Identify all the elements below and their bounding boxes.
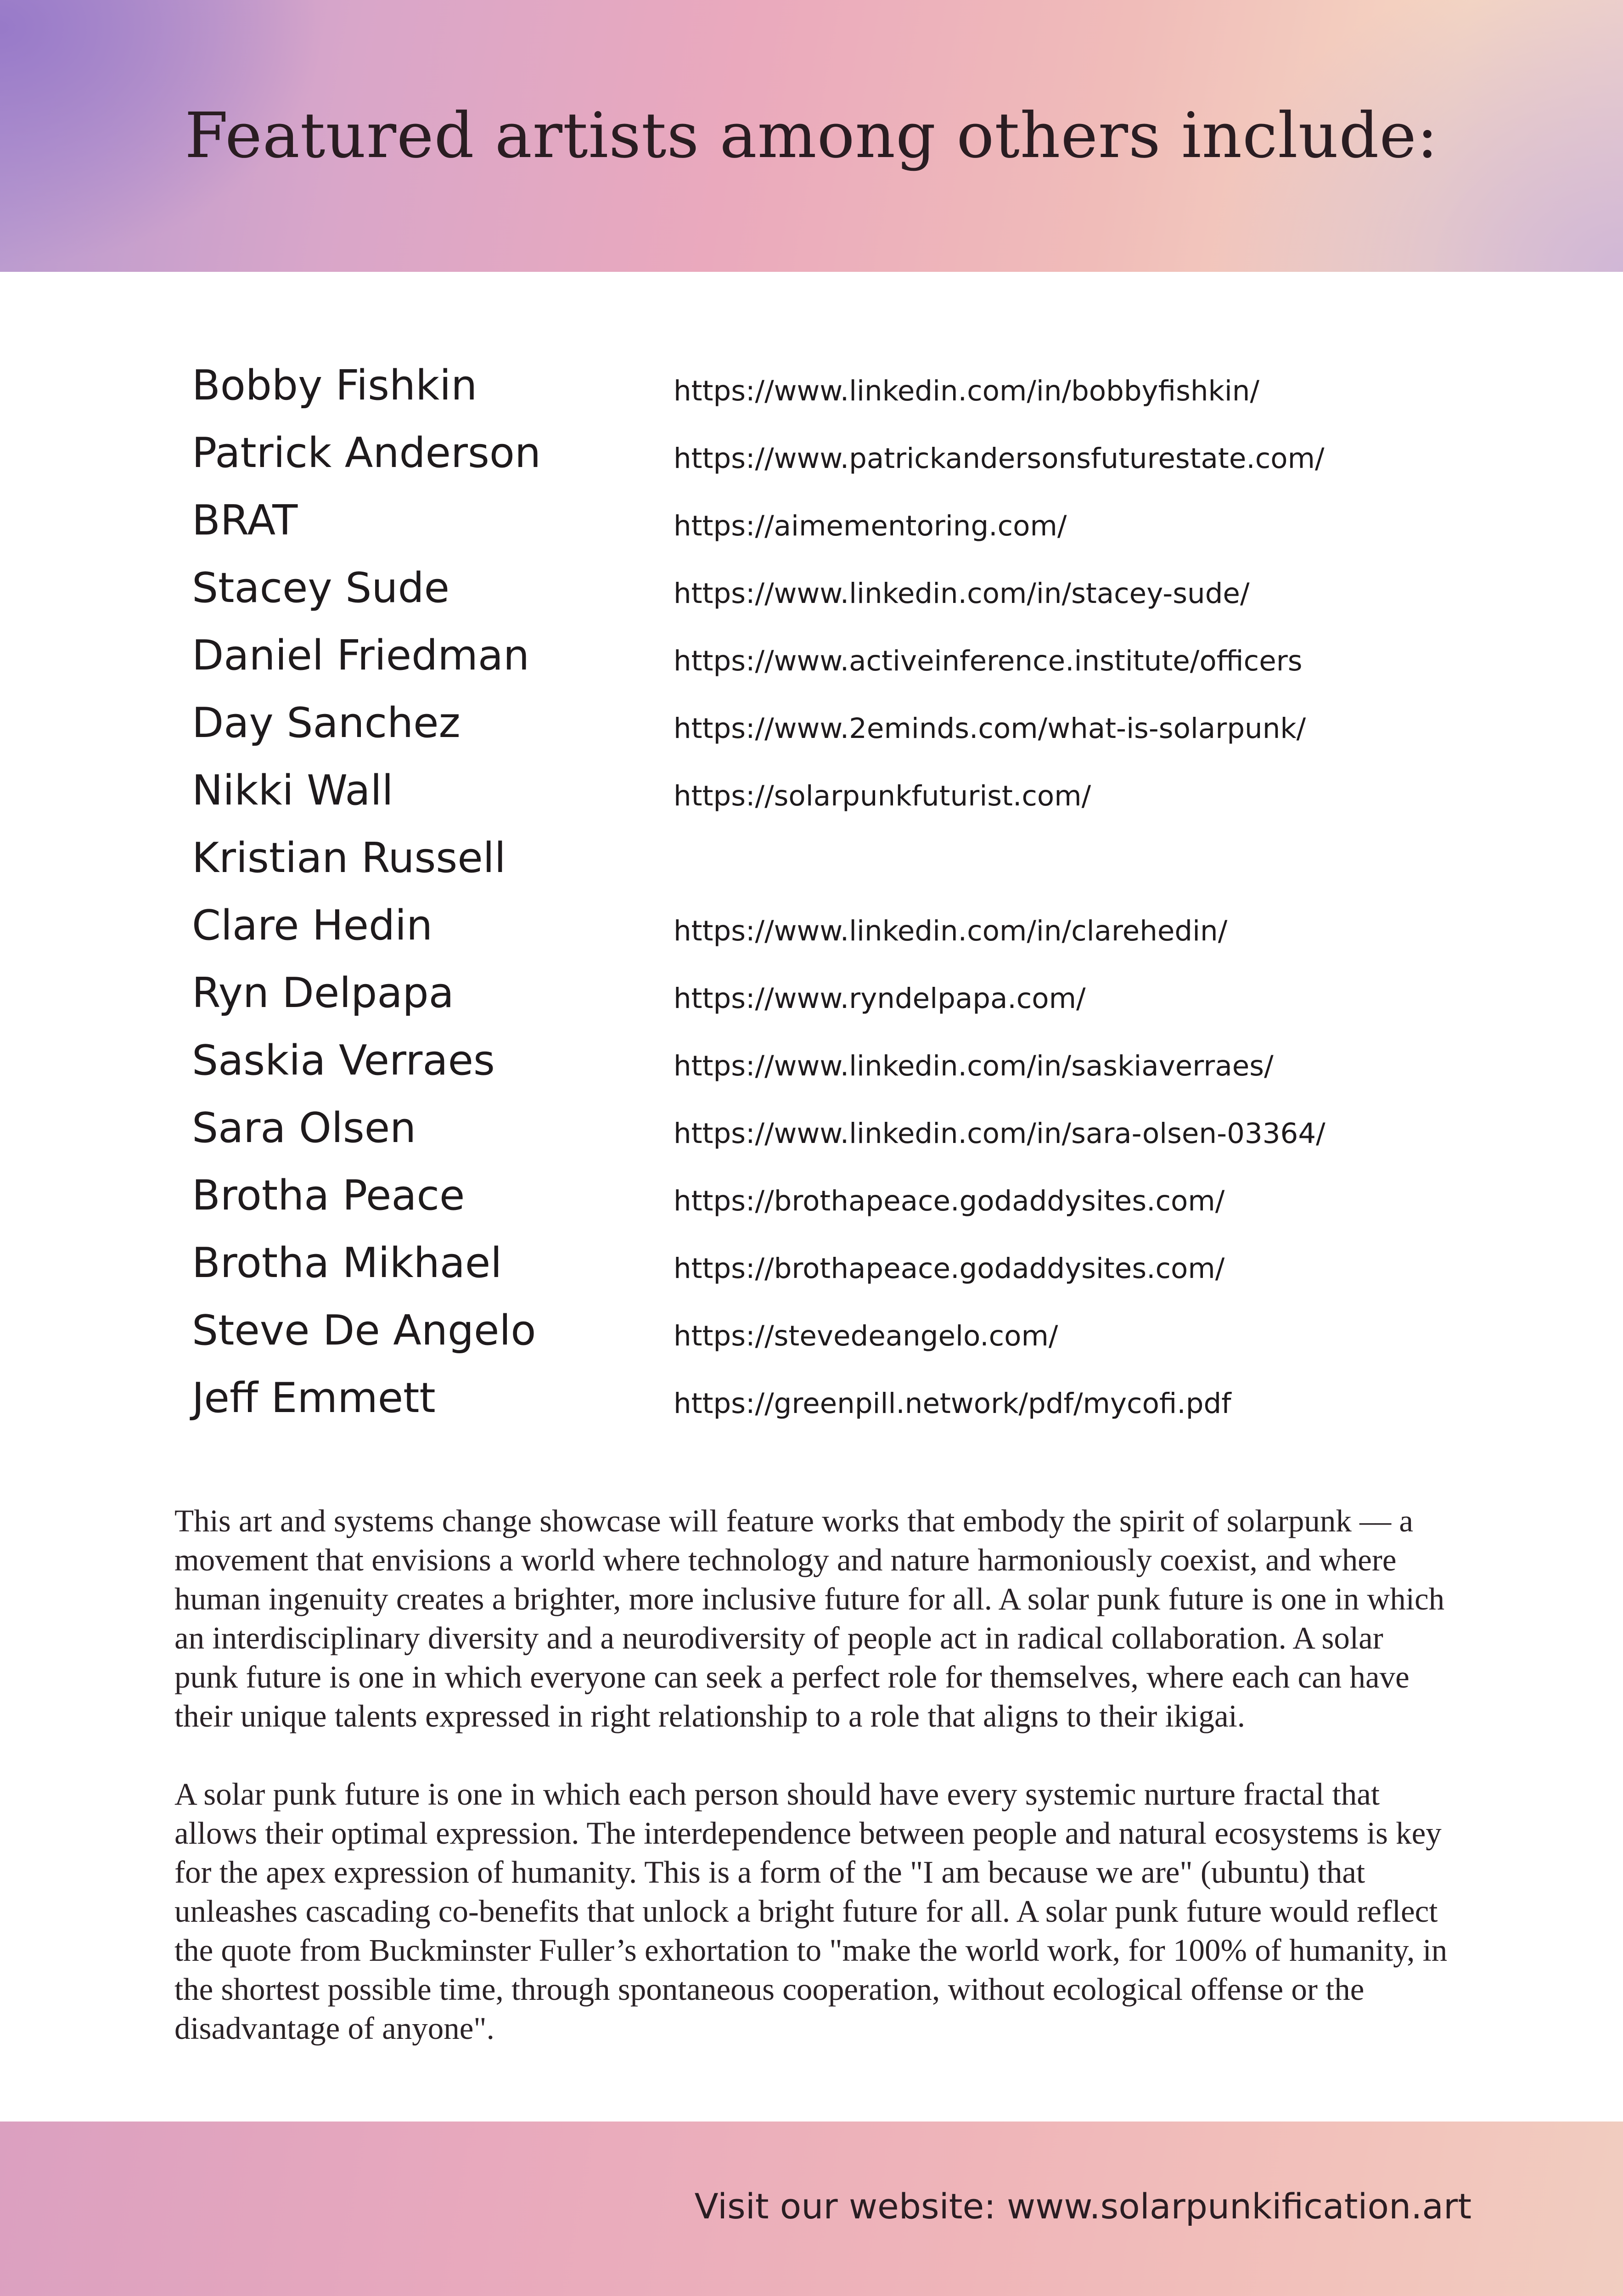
artist-name: Clare Hedin [192, 901, 433, 950]
artist-row [192, 1094, 1432, 1162]
artist-link[interactable]: https://www.linkedin.com/in/stacey-sude/ [674, 577, 1250, 610]
artist-row [192, 689, 1432, 757]
artist-row [192, 1297, 1432, 1364]
artist-row [192, 1229, 1432, 1297]
artist-name: Sara Olsen [192, 1104, 416, 1152]
artist-link[interactable]: https://www.linkedin.com/in/bobbyfishkin/ [674, 375, 1259, 407]
artist-link[interactable]: https://www.patrickandersonsfuturestate.com/ [674, 442, 1325, 475]
artist-name: Patrick Anderson [192, 429, 541, 477]
artist-link[interactable]: https://aimementoring.com/ [674, 510, 1067, 542]
artist-name: Steve De Angelo [192, 1306, 536, 1355]
description-paragraph: A solar punk future is one in which each person should have every systemic nurture fractal that allows their optimal expression. The interdependence between people and natural ecosystems is key for the apex expression of humanity. This is a form of the "I am because we are" (ubuntu) that unleashes cascading co-benefits that unlock a bright future for all. A solar punk future would reflect the quote from Buckminster Fuller’s exhortation to "make the world work, for 100% of humanity, in the shortest possible time, through spontaneous cooperation, without ecological offense or the disadvantage of anyone". [174, 1777, 1448, 2046]
footer-banner [0, 2122, 1623, 2296]
description-paragraph: This art and systems change showcase will feature works that embody the spirit of solarpunk –– a movement that envisions a world where technology and nature harmoniously coexist, and where human ingenuity creates a brighter, more inclusive future for all. A solar punk future is one in which an interdisciplinary diversity and a neurodiversity of people act in radical collaboration. A solar punk future is one in which everyone can seek a perfect role for themselves, where each can have their unique talents expressed in right relationship to a role that aligns to their ikigai. [174, 1503, 1445, 1733]
artist-link[interactable]: https://stevedeangelo.com/ [674, 1320, 1058, 1352]
artist-name: Ryn Delpapa [192, 969, 454, 1017]
header-banner [0, 0, 1623, 272]
artist-row [192, 1364, 1432, 1432]
artist-name: Brotha Mikhael [192, 1239, 502, 1287]
artist-name: Saskia Verraes [192, 1036, 495, 1085]
artist-link[interactable]: https://solarpunkfuturist.com/ [674, 780, 1091, 812]
artist-list [192, 352, 1432, 1432]
artist-row [192, 1162, 1432, 1229]
artist-row [192, 622, 1432, 689]
artist-row [192, 352, 1432, 419]
artist-name: Nikki Wall [192, 766, 393, 815]
artist-name: Day Sanchez [192, 699, 461, 747]
artist-row [192, 757, 1432, 824]
website-link[interactable]: Visit our website: www.solarpunkification.art [694, 2186, 1471, 2227]
artist-name: Kristian Russell [192, 834, 506, 882]
artist-name: BRAT [192, 496, 298, 545]
artist-link[interactable]: https://brothapeace.godaddysites.com/ [674, 1252, 1225, 1285]
artist-row [192, 1027, 1432, 1094]
artist-row [192, 824, 1432, 892]
artist-row [192, 419, 1432, 487]
artist-name: Jeff Emmett [192, 1374, 436, 1422]
page-title: Featured artists among others include: [185, 100, 1438, 172]
artist-row [192, 487, 1432, 554]
artist-row [192, 892, 1432, 959]
description-text [174, 1502, 1451, 2087]
artist-link[interactable]: https://www.linkedin.com/in/saskiaverraes/ [674, 1050, 1274, 1082]
artist-link[interactable]: https://greenpill.network/pdf/mycofi.pdf [674, 1387, 1231, 1420]
artist-row [192, 554, 1432, 622]
artist-name: Brotha Peace [192, 1171, 465, 1220]
artist-link[interactable]: https://www.linkedin.com/in/clarehedin/ [674, 915, 1228, 947]
artist-link[interactable]: https://www.linkedin.com/in/sara-olsen-03364/ [674, 1117, 1325, 1150]
artist-link[interactable]: https://www.ryndelpapa.com/ [674, 982, 1086, 1015]
artist-link[interactable]: https://brothapeace.godaddysites.com/ [674, 1185, 1225, 1217]
artist-name: Bobby Fishkin [192, 361, 477, 410]
artist-name: Daniel Friedman [192, 631, 530, 680]
artist-link[interactable]: https://www.activeinference.institute/officers [674, 645, 1303, 677]
artist-name: Stacey Sude [192, 564, 449, 612]
artist-link[interactable]: https://www.2eminds.com/what-is-solarpunk/ [674, 712, 1306, 745]
artist-row [192, 959, 1432, 1027]
